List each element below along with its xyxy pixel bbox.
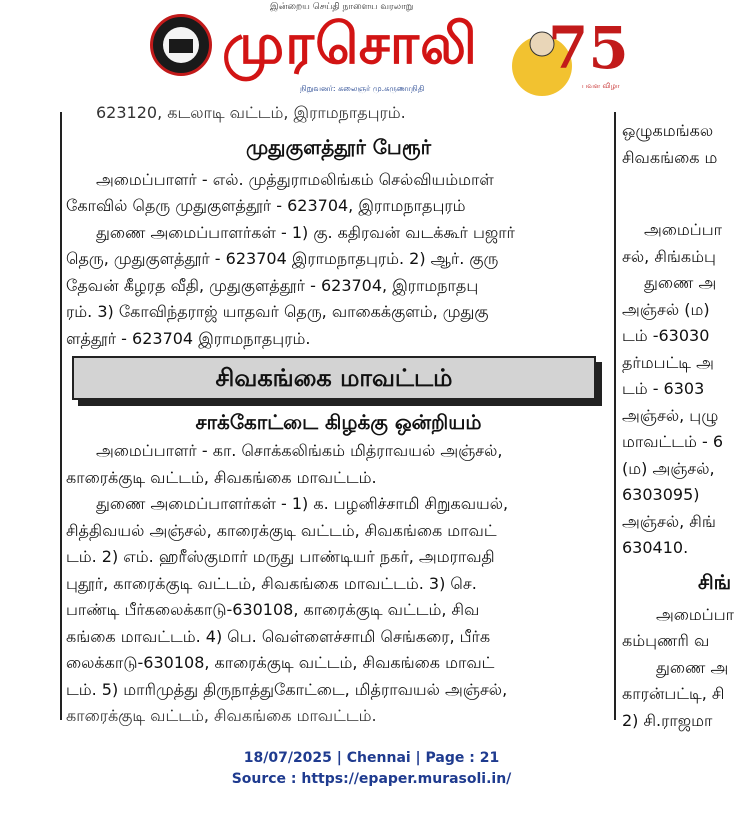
side-line: காரன்பட்டி, சி <box>622 684 725 703</box>
side-line: (ம) அஞ்சல், <box>622 458 715 478</box>
side-column <box>622 112 743 730</box>
side-line: சல், சிங்கம்பு <box>622 246 716 266</box>
article-line: தேவன் கீழரத வீதி, முதுகுளத்தூர் - 623704, இராமநாதபு <box>66 275 479 295</box>
section-heading: முதுகுளத்தூர் பேரூர் <box>245 134 432 159</box>
side-heading: சிங் <box>698 569 732 594</box>
newspaper-logo: முரசொலி <box>222 12 478 77</box>
side-line: 6303095) <box>622 485 700 504</box>
article-line: ரம். 3) கோவிந்தராஜ் யாதவர் தெரு, வாகைக்குளம், முதுகு <box>66 302 489 321</box>
article-line: காரைக்குடி வட்டம், சிவகங்கை மாவட்டம். <box>66 706 377 725</box>
article-line: புதூர், காரைக்குடி வட்டம், சிவகங்கை மாவட்டம். 3) செ. <box>66 573 477 593</box>
anniversary-75-badge-icon <box>500 6 629 101</box>
column-rule <box>60 112 62 720</box>
edition-info: 18/07/2025 | Chennai | Page : 21 <box>243 750 500 766</box>
side-line: சிவகங்கை ம <box>622 147 718 167</box>
side-line: அஞ்சல், புழு <box>622 405 719 425</box>
article-line: பாண்டி பீர்கலைக்காடு-630108, காரைக்குடி வட்டம், சிவ <box>66 600 480 619</box>
side-line: தர்மபட்டி அ <box>622 352 714 372</box>
side-line: அமைப்பா <box>644 220 722 239</box>
article-line: 623120, கடலாடி வட்டம், இராமநாதபுரம். <box>96 103 406 122</box>
article-line: காரைக்குடி வட்டம், சிவகங்கை மாவட்டம். <box>66 467 377 487</box>
founder-line: நிறுவனர்: கலைஞர் மு.கருணாநிதி <box>300 84 425 93</box>
side-line: மாவட்டம் - 6 <box>622 432 724 451</box>
article-line: தெரு, முதுகுளத்தூர் - 623704 இராமநாதபுரம். 2) ஆர். குரு <box>66 249 499 268</box>
district-heading-box <box>72 356 596 400</box>
article-line: டம். 2) எம். ஹரீஸ்குமார் மருது பாண்டியர் நகர், அமராவதி <box>66 547 495 566</box>
side-line: அஞ்சல், சிங் <box>622 511 716 531</box>
side-line: ஒழுகமங்கல <box>622 121 714 140</box>
article-line: துணை அமைப்பாளர்கள் - 1) கு. கதிரவன் வடக்கூர் பஜார் <box>96 222 515 242</box>
masthead <box>0 0 743 110</box>
article-line: அமைப்பாளர் - எல். முத்துராமலிங்கம் செல்வியம்மாள் <box>96 169 494 189</box>
section-heading: சாக்கோட்டை கிழக்கு ஒன்றியம் <box>195 410 482 434</box>
side-line: 2) சி.ராஜமா <box>622 710 713 730</box>
article-line: கோவில் தெரு முதுகுளத்தூர் - 623704, இராமநாதபுரம் <box>66 196 466 215</box>
side-line: அமைப்பா <box>656 604 734 624</box>
article-line: டம். 5) மாரிமுத்து திருநாத்துகோட்டை, மித்ராவயல் அஞ்சல், <box>66 679 508 699</box>
source-link[interactable]: Source : https://epaper.murasoli.in/ <box>231 771 512 787</box>
column-rule <box>614 112 616 720</box>
side-line <box>622 171 743 217</box>
anniversary-text: பவள விழா <box>582 82 620 90</box>
article-line: கங்கை மாவட்டம். 4) பெ. வெள்ளைச்சாமி செங்கரை, பீர்க <box>66 626 491 646</box>
party-emblem-icon <box>150 14 212 76</box>
side-line: டம் -63030 <box>622 326 710 345</box>
side-line: டம் - 6303 <box>622 379 705 398</box>
article-line: அமைப்பாளர் - கா. சொக்கலிங்கம் மித்ராவயல் அஞ்சல், <box>96 441 503 460</box>
article-line: லைக்காடு-630108, காரைக்குடி வட்டம், சிவகங்கை மாவட் <box>66 653 495 672</box>
article-line: சித்திவயல் அஞ்சல், காரைக்குடி வட்டம், சிவகங்கை மாவட் <box>66 520 497 540</box>
side-line: அஞ்சல் (ம) <box>622 299 710 319</box>
side-line: துணை அ <box>644 273 717 292</box>
side-line: துணை அ <box>656 657 729 677</box>
tagline: இன்றைய செய்தி நாளைய வரலாறு <box>270 2 414 12</box>
page-footer <box>0 748 743 790</box>
side-line: கம்புணரி வ <box>622 631 710 650</box>
anniversary-number: 75 <box>548 14 629 82</box>
article-line: ளத்தூர் - 623704 இராமநாதபுரம். <box>66 328 311 348</box>
side-line: 630410. <box>622 538 689 557</box>
article-line: துணை அமைப்பாளர்கள் - 1) க. பழனிச்சாமி சிறுகவயல், <box>96 494 509 513</box>
district-heading: சிவகங்கை மாவட்டம் <box>72 356 596 400</box>
main-column <box>66 103 611 725</box>
